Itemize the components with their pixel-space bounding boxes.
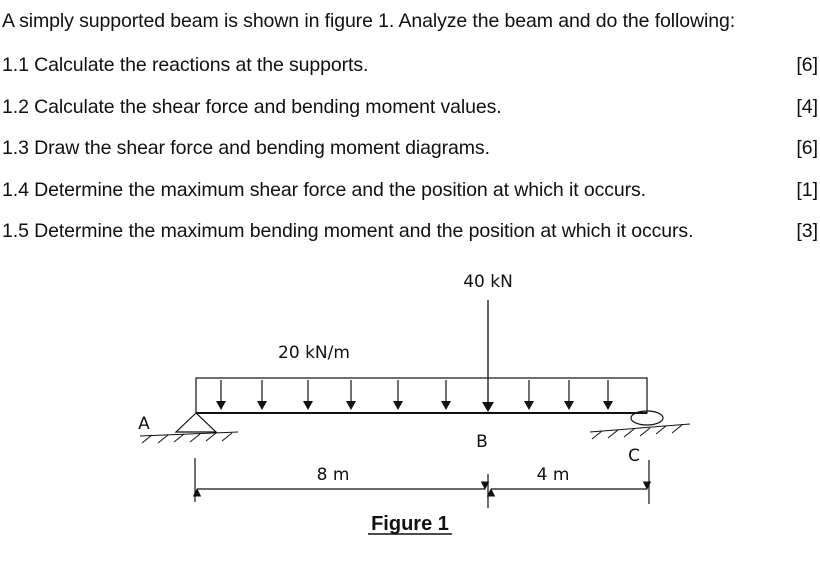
question-1-1: 1.1 Calculate the reactions at the supports. [2,54,369,76]
udl-label: 20 kN/m [278,343,350,363]
figure-caption: Figure 1 [371,513,449,535]
dimension-lines [195,458,649,508]
question-1-5: 1.5 Determine the maximum bending moment and the position at which it occurs. [2,220,694,242]
roller-support-c [590,411,690,439]
udl-arrowhead [257,401,267,410]
problem-intro: A simply supported beam is shown in figure 1. Analyze the beam and do the following: [2,10,736,32]
udl-arrowhead [216,401,226,410]
point-load-arrowhead [482,402,494,412]
udl-arrowhead [393,401,403,410]
marks-1-5: [3] [796,220,818,242]
udl-arrowhead [603,401,613,410]
span-bc-label: 4 m [536,465,570,485]
marks-1-4: [1] [796,179,818,201]
udl-arrowhead [346,401,356,410]
udl-arrows [216,380,613,410]
marks-1-3: [6] [796,137,818,159]
question-1-3: 1.3 Draw the shear force and bending moment diagrams. [2,137,490,159]
udl-arrowhead [303,401,313,410]
label-c: C [628,446,640,466]
span-ab-label: 8 m [316,465,350,485]
question-1-2: 1.2 Calculate the shear force and bending moment values. [2,96,502,118]
udl-arrowhead [564,401,574,410]
question-1-4: 1.4 Determine the maximum shear force and the position at which it occurs. [2,179,646,201]
label-a: A [138,414,150,434]
udl-box [196,378,647,413]
marks-1-2: [4] [796,96,818,118]
udl-arrowhead [524,401,534,410]
marks-1-1: [6] [796,54,818,76]
pin-support-a [140,413,238,443]
point-load-label: 40 kN [463,272,513,292]
udl-arrowhead [441,401,451,410]
label-b: B [476,432,488,452]
